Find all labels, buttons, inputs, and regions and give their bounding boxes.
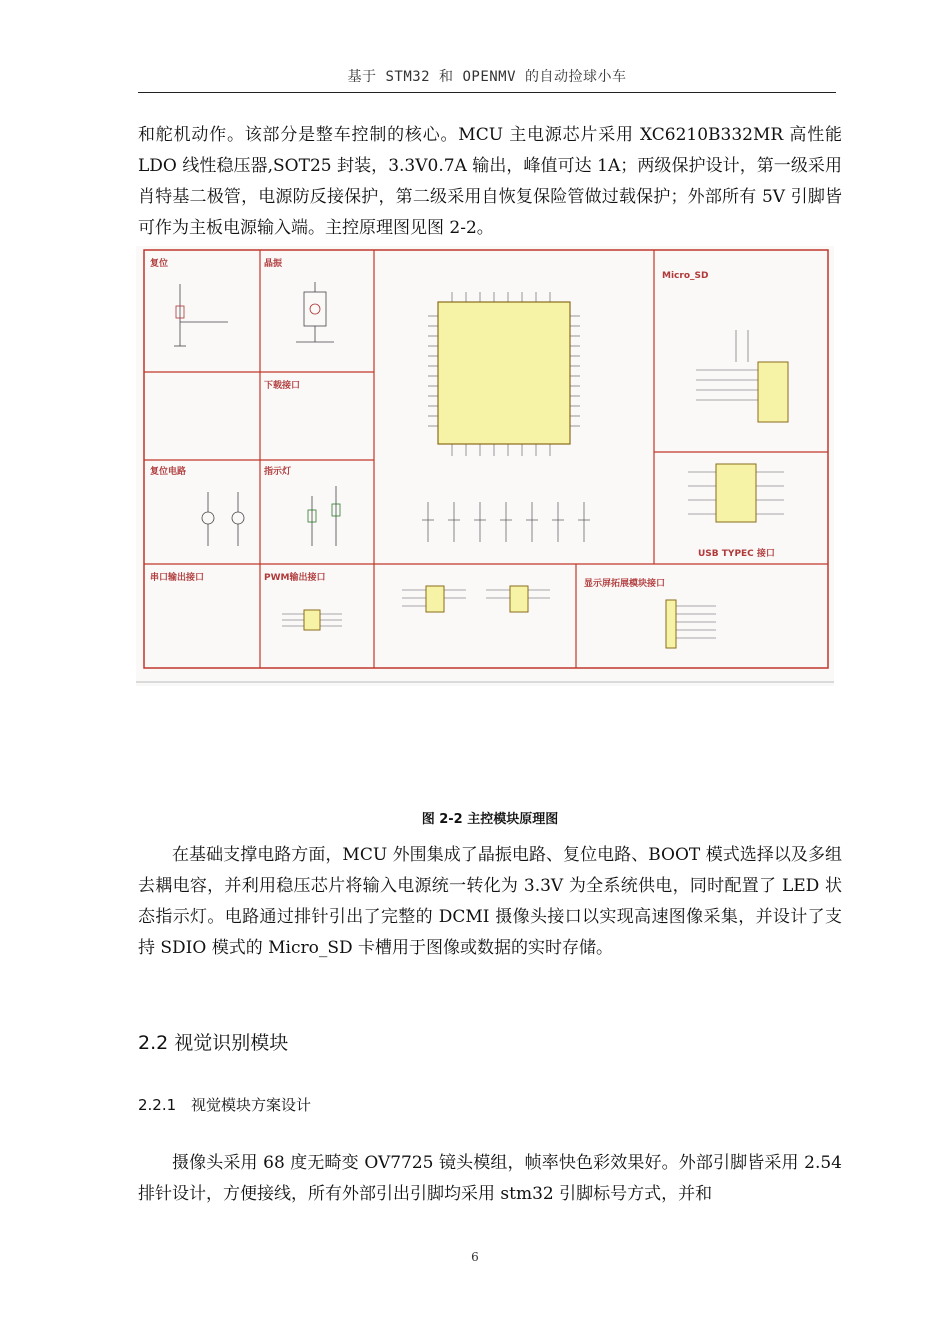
paragraph-3: 摄像头采用 68 度无畸变 OV7725 镜头模组，帧率快色彩效果好。外部引脚皆采用 2.54 排针设计，方便接线，所有外部引出引脚均采用 stm32 引脚标号方式，并和 xyxy=(138,1153,842,1204)
paragraph-2: 在基础支撑电路方面，MCU 外围集成了晶振电路、复位电路、BOOT 模式选择以及多组去耦电容，并利用稳压芯片将输入电源统一转化为 3.3V 为全系统供电，同时配置了 LED 状态指示灯。电路通过排针引出了完整的 DCMI 摄像头接口以实现高速图像采集，并设计了支持 SDIO 模式的 Micro_SD 卡槽用于图像或数据的实时存储。 xyxy=(138,845,842,958)
figure-caption: 图 2-2 主控模块原理图 xyxy=(421,812,559,827)
header-rule xyxy=(138,92,836,93)
subsection-title: 视觉模块方案设计 xyxy=(190,1096,311,1114)
section-title: 视觉识别模块 xyxy=(174,1032,289,1054)
block-label-usb: USB TYPEC 接口 xyxy=(698,549,775,559)
block-label-reset-circuit: 复位电路 xyxy=(150,467,187,477)
block-label-pwm: PWM输出接口 xyxy=(264,573,326,583)
schematic-drawing xyxy=(136,246,834,686)
schematic-figure xyxy=(136,246,834,686)
block-label-display: 显示屏拓展模块接口 xyxy=(584,579,666,589)
block-label-micro-sd: Micro_SD xyxy=(662,271,709,281)
running-header: 基于 STM32 和 OPENMV 的自动捡球小车 xyxy=(347,69,627,85)
block-label-indicator: 指示灯 xyxy=(264,467,292,477)
section-number: 2.2 xyxy=(138,1032,169,1054)
block-label-uart: 串口输出接口 xyxy=(150,573,205,583)
block-label-download: 下载接口 xyxy=(264,381,301,391)
subsection-number: 2.2.1 xyxy=(138,1096,177,1114)
mcu-chip xyxy=(428,292,580,456)
block-label-crystal: 晶振 xyxy=(264,259,283,269)
section-heading xyxy=(138,1028,288,1055)
subsection-heading xyxy=(138,1094,311,1115)
block-label-reset: 复位 xyxy=(150,259,169,269)
page-number: 6 xyxy=(471,1250,479,1264)
paragraph-1: 和舵机动作。该部分是整车控制的核心。MCU 主电源芯片采用 XC6210B332MR 高性能 LDO 线性稳压器,SOT25 封装，3.3V0.7A 输出，峰值可达 1A；两级保护设计，第一级采用肖特基二极管，电源防反接保护，第二级采用自恢复保险管做过载保护；外部所有 5V 引脚皆可作为主板电源输入端。主控原理图见图 2-2。 xyxy=(138,125,842,238)
